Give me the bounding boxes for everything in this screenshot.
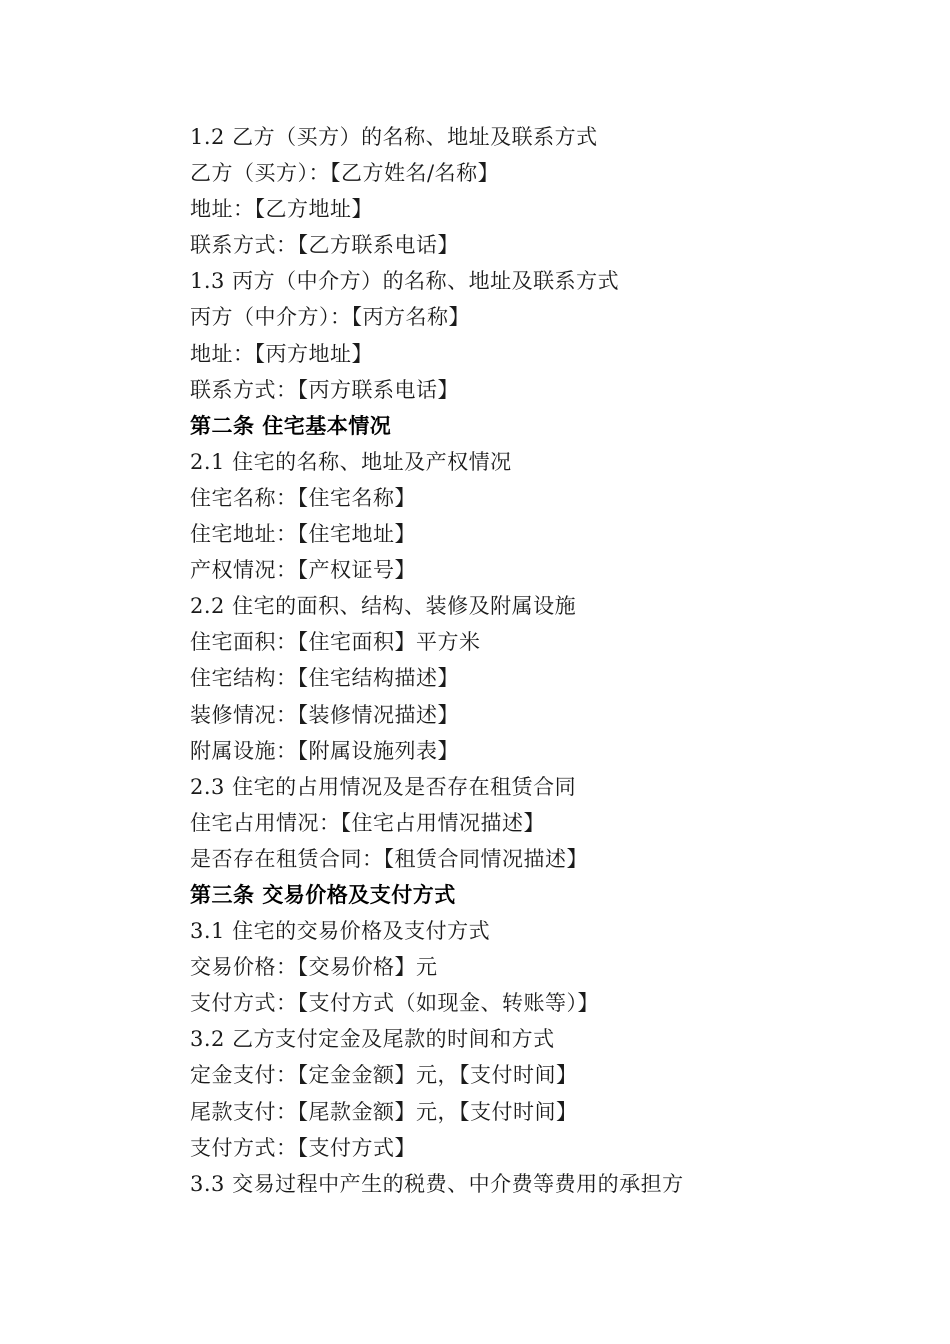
clause-title: 2.2 住宅的面积、结构、装修及附属设施 bbox=[190, 594, 577, 619]
clause-title: 3.2 乙方支付定金及尾款的时间和方式 bbox=[190, 1027, 555, 1052]
field-line: 支付方式：【支付方式】 bbox=[190, 1135, 416, 1160]
clause-title: 2.3 住宅的占用情况及是否存在租赁合同 bbox=[190, 774, 577, 799]
document-body bbox=[190, 119, 830, 1202]
field-line: 住宅结构：【住宅结构描述】 bbox=[190, 666, 459, 691]
clause-title: 2.1 住宅的名称、地址及产权情况 bbox=[190, 449, 512, 474]
field-line: 乙方（买方）：【乙方姓名/名称】 bbox=[190, 161, 500, 186]
field-line: 住宅名称：【住宅名称】 bbox=[190, 485, 416, 510]
field-line: 住宅地址：【住宅地址】 bbox=[190, 522, 416, 547]
clause-title: 1.3 丙方（中介方）的名称、地址及联系方式 bbox=[190, 269, 620, 294]
field-line: 联系方式：【乙方联系电话】 bbox=[190, 233, 459, 258]
field-line: 尾款支付：【尾款金额】元，【支付时间】 bbox=[190, 1099, 578, 1124]
field-line: 地址：【丙方地址】 bbox=[190, 341, 373, 366]
field-line: 住宅面积：【住宅面积】平方米 bbox=[190, 630, 481, 655]
field-line: 交易价格：【交易价格】元 bbox=[190, 955, 438, 980]
field-line: 是否存在租赁合同：【租赁合同情况描述】 bbox=[190, 846, 588, 871]
field-line: 附属设施：【附属设施列表】 bbox=[190, 738, 459, 763]
field-line: 支付方式：【支付方式（如现金、转账等）】 bbox=[190, 991, 599, 1016]
clause-title: 3.3 交易过程中产生的税费、中介费等费用的承担方 bbox=[190, 1171, 684, 1196]
field-line: 丙方（中介方）：【丙方名称】 bbox=[190, 305, 470, 330]
clause-title: 1.2 乙方（买方）的名称、地址及联系方式 bbox=[190, 125, 598, 149]
field-line: 联系方式：【丙方联系电话】 bbox=[190, 377, 459, 402]
field-line: 装修情况：【装修情况描述】 bbox=[190, 702, 459, 727]
field-line: 地址：【乙方地址】 bbox=[190, 197, 373, 222]
field-line: 产权情况：【产权证号】 bbox=[190, 558, 416, 583]
field-line: 住宅占用情况：【住宅占用情况描述】 bbox=[190, 810, 545, 835]
clause-title: 3.1 住宅的交易价格及支付方式 bbox=[190, 919, 491, 944]
section-heading: 第三条 交易价格及支付方式 bbox=[190, 882, 456, 907]
section-heading: 第二条 住宅基本情况 bbox=[190, 413, 392, 438]
field-line: 定金支付：【定金金额】元，【支付时间】 bbox=[190, 1063, 578, 1088]
